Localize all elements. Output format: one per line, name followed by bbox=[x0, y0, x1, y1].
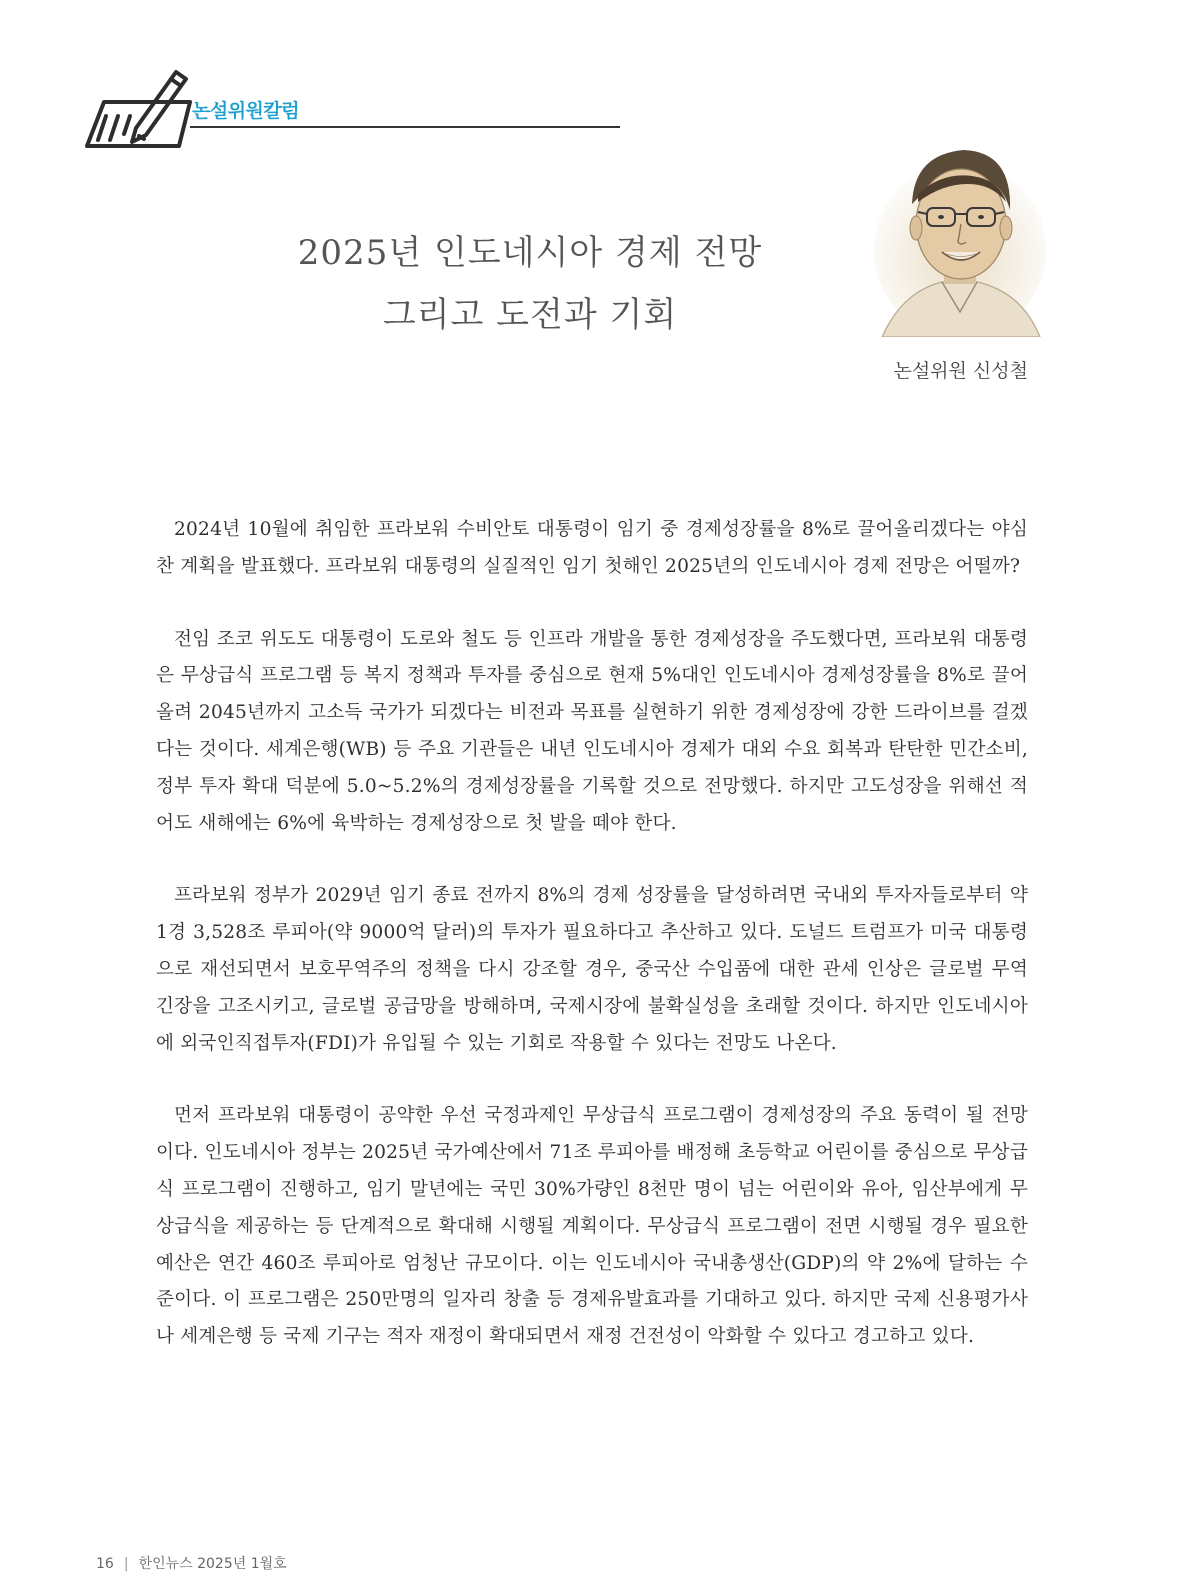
article-body bbox=[156, 512, 1028, 1392]
pen-writing-icon bbox=[84, 62, 196, 152]
title-line-2: 그리고 도전과 기회 bbox=[382, 295, 678, 335]
article-title bbox=[240, 222, 820, 346]
publication-name: 한인뉴스 2025년 1월호 bbox=[138, 1556, 287, 1572]
column-header bbox=[84, 62, 544, 152]
header-divider bbox=[190, 126, 620, 128]
paragraph-4: 먼저 프라보워 대통령이 공약한 우선 국정과제인 무상급식 프로그램이 경제성장의 주요 동력이 될 전망이다. 인도네시아 정부는 2025년 국가예산에서 71조 루피아를 배정해 초등학교 어린이를 중심으로 무상급식 프로그램이 진행하고, 임기 말년에는 국민 30%가량인 8천만 명이 넘는 어린이와 유아, 임산부에게 무상급식을 제공하는 등 단계적으로 확대해 시행될 계획이다. 무상급식 프로그램이 전면 시행될 경우 필요한 예산은 연간 460조 루피아로 엄청난 규모이다. 이는 인도네시아 국내총생산(GDP)의 약 2%에 달하는 수준이다. 이 프로그램은 250만명의 일자리 창출 등 경제유발효과를 기대하고 있다. 하지만 국제 신용평가사나 세계은행 등 국제 기구는 적자 재정이 확대되면서 재정 건전성이 악화할 수 있다고 경고하고 있다. bbox=[156, 1105, 1028, 1348]
title-line-1: 2025년 인도네시아 경제 전망 bbox=[297, 233, 763, 273]
page-footer bbox=[96, 1553, 287, 1573]
author-portrait bbox=[872, 132, 1047, 337]
paragraph-2: 전임 조코 위도도 대통령이 도로와 철도 등 인프라 개발을 통한 경제성장을 주도했다면, 프라보워 대통령은 무상급식 프로그램 등 복지 정책과 투자를 중심으로 현재 5%대인 인도네시아 경제성장률을 8%로 끌어올려 2045년까지 고소득 국가가 되겠다는 비전과 목표를 실현하기 위한 경제성장에 강한 드라이브를 걸겠다는 것이다. 세계은행(WB) 등 주요 기관들은 내년 인도네시아 경제가 대외 수요 회복과 탄탄한 민간소비, 정부 투자 확대 덕분에 5.0~5.2%의 경제성장률을 기록할 것으로 전망했다. 하지만 고도성장을 위해선 적어도 새해에는 6%에 육박하는 경제성장으로 첫 발을 떼야 한다. bbox=[156, 628, 1028, 834]
section-label: 논설위원칼럼 bbox=[192, 100, 300, 122]
paragraph-3: 프라보워 정부가 2029년 임기 종료 전까지 8%의 경제 성장률을 달성하려면 국내외 투자자들로부터 약 1경 3,528조 루피아(약 9000억 달러)의 투자가 필요하다고 추산하고 있다. 도널드 트럼프가 미국 대통령으로 재선되면서 보호무역주의 정책을 다시 강조할 경우, 중국산 수입품에 대한 관세 인상은 글로벌 무역 긴장을 고조시키고, 글로벌 공급망을 방해하며, 국제시장에 불확실성을 초래할 것이다. 하지만 인도네시아에 외국인직접투자(FDI)가 유입될 수 있는 기회로 작용할 수 있다는 전망도 나온다. bbox=[156, 885, 1028, 1054]
footer-separator: | bbox=[123, 1556, 129, 1572]
page-number: 16 bbox=[96, 1556, 114, 1572]
paragraph-1: 2024년 10월에 취임한 프라보워 수비안토 대통령이 임기 중 경제성장률을 8%로 끌어올리겠다는 야심 찬 계획을 발표했다. 프라보워 대통령의 실질적인 임기 첫해인 2025년의 인도네시아 경제 전망은 어떨까? bbox=[156, 519, 1028, 577]
author-byline: 논설위원 신성철 bbox=[893, 360, 1028, 382]
